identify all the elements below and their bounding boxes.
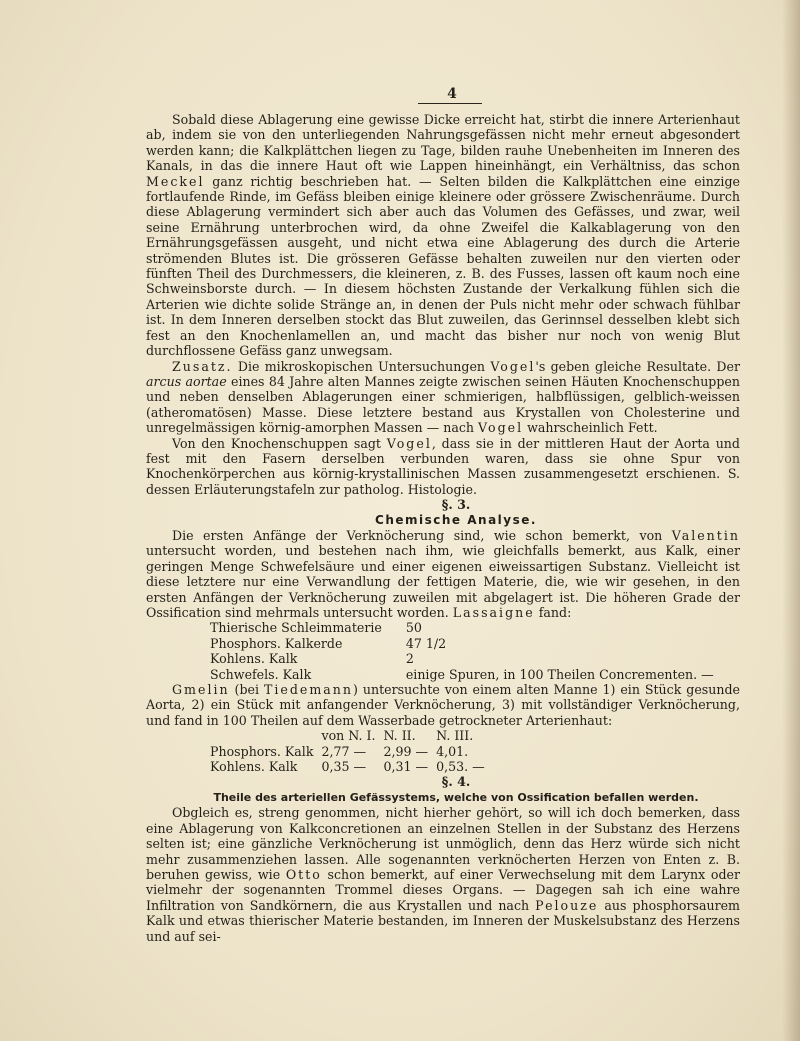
table-cell: Kohlens. Kalk [210, 759, 298, 775]
text-run: 's geben gleiche Resultate. Der [535, 358, 740, 374]
paragraph [146, 528, 740, 620]
page-number: 4 [447, 86, 457, 102]
text-run: wahrscheinlich Fett. [527, 420, 658, 436]
table-cell: 0,31 — [383, 759, 429, 775]
author-name: Tiedemann [263, 682, 354, 698]
table-cell: 4,01. [436, 743, 469, 759]
latin-term: arcus aortae [146, 373, 227, 389]
table-cell [210, 728, 317, 743]
page-body [146, 112, 740, 944]
text-run: Sobald diese Ablagerung eine gewisse Dicke erreicht hat, stirbt die innere Arterienhaut ab, indem sie von den unterliegenden Nahrungsgefässen nicht mehr erneut abgesondert werden kann; die Kalkplättchen liegen zu Tage, bilden rauhe Unebenheiten im Inneren des Kanals, in das die innere Haut oft wie Lappen hineinhängt, ein Verhältniss, das schon [146, 112, 740, 174]
paragraph [146, 112, 740, 359]
table-cell: 2,77 — [321, 743, 367, 759]
table-header-cell: N. II. [383, 728, 416, 744]
section-number: §. 4. [441, 774, 471, 790]
text-run: eines 84 Jahre alten Mannes zeigte zwischen seinen Häuten Knochenschuppen und neben denselben Ablagerungen einer schmierigen, halbflüssigen, gelblich-weissen (atheromatösen) Masse. Diese letztere bestand aus Krystallen von Cholesterine und unregelmässigen körnig-amorphen Massen — nach [146, 373, 740, 436]
author-name: Meckel [146, 173, 205, 189]
author-name: Lassaigne [452, 605, 535, 620]
table-cell: Thierische Schleimmaterie [210, 620, 382, 636]
table-row [210, 667, 720, 682]
author-name: Vogel [490, 358, 536, 374]
table-cell: 50 [405, 620, 422, 636]
table-row [210, 744, 489, 759]
table-cell: 47 1/2 [405, 635, 447, 651]
table-cell: 0,35 — [321, 759, 367, 775]
table-header-cell: N. III. [436, 728, 474, 744]
text-run: schon bemerkt, auf einer Verwechselung mit dem Larynx oder vielmehr der sogenannten Trommel dieses Organs. — Dagegen sah ich eine wahre Infiltration von Sandkörnern, die aus Krystallen und nach [146, 866, 740, 913]
table-header-cell: von N. I. [321, 728, 376, 744]
table-cell: 0,53. — [436, 759, 485, 775]
text-run: Obgleich es, streng genommen, nicht hierher gehört, so will ich doch bemerken, dass eine Ablagerung von Kalkconcretionen an einzelnen Stellen in der Substanz des Herzens selten ist; eine gänzliche Verknöcherung ist unmöglich, denn das Herz würde sich nicht mehr zusammenziehen lassen. Alle sogenannten verknöcherten Herzen von Enten z. B. beruhen gewiss, wie [146, 805, 740, 882]
table-row [210, 651, 720, 666]
text-run: aus phosphorsaurem Kalk und etwas thierischer Materie bestanden, im Inneren der Muskelsubstanz des Herzens und auf sei- [146, 897, 740, 944]
table-cell: Phosphors. Kalkerde [210, 635, 343, 651]
section-title: Chemische Analyse. [375, 512, 537, 527]
text-run: fand: [538, 605, 572, 620]
table-row [210, 620, 720, 635]
author-name: Otto [285, 866, 322, 882]
composition-table [210, 620, 720, 682]
analysis-table [210, 728, 489, 774]
table-cell: Phosphors. Kalk [210, 743, 314, 759]
table-cell: Kohlens. Kalk [210, 651, 298, 667]
paragraph [146, 805, 740, 944]
note-label: Zusatz. [172, 358, 233, 374]
table-header-row [210, 728, 489, 743]
text-run: , dass sie in der mittleren Haut der Aorta und fest mit den Fasern derselben verbunden waren, dass sie ohne Spur von Knochenkörperchen aus körnig-krystallinischen Massen zusammengesetzt erschienen. S. dessen Erläuterungstafeln zur patholog. Histologie. [146, 435, 740, 497]
author-name: Gmelin [172, 682, 230, 698]
author-name: Pelouze [535, 897, 599, 913]
text-run: ) untersuchte von einem alten Manne 1) ein Stück gesunde Aorta, 2) ein Stück mit anfangender Verknöcherung, 3) mit vollständiger Verknöcherung, und fand in 100 Theilen auf dem Wasserbade getrockneter Arterienhaut: [146, 682, 740, 728]
author-name: Vogel [386, 435, 432, 451]
text-run: (bei [234, 682, 260, 698]
text-run: Die ersten Anfänge der Verknöcherung sind, wie schon bemerkt, von [172, 527, 663, 543]
author-name: Vogel [478, 420, 524, 436]
text-run: ganz richtig beschrieben hat. — Selten bilden die Kalkplättchen eine einzige fortlaufende Rinde, im Gefäss bleiben einige kleinere oder grössere Zwischenräume. Durch diese Ablagerung vermindert sich aber auch das Volumen des Gefässes, und zwar, weil seine Ernährung unterbrochen wird, da ohne Zweifel die Kalkablagerung von den Ernährungsgefässen ausgeht, und nicht etwa eine Ablagerung des durch die Arterie strömenden Blutes ist. Die grösseren Gefässe behalten zuweilen nur den vierten oder fünften Theil des Durchmessers, die kleineren, z. B. des Fusses, lassen oft kaum noch eine Schweinsborste durch. — In diesem höchsten Zustande der Verkalkung fühlen sich die Arterien wie dichte solide Stränge an, in denen der Puls nicht mehr oder schwach fühlbar ist. In dem Inneren derselben stockt das Blut zuweilen, das Gerinnsel desselben klebt sich fest an den Knochenlamellen an, und macht das bisher nur noch von wenig Blut durchflossene Gefäss ganz unwegsam. [146, 173, 740, 359]
paragraph [146, 682, 740, 728]
paragraph [146, 359, 740, 436]
text-run: Die mikroskopischen Untersuchungen [237, 358, 486, 374]
text-run: untersucht worden, und bestehen nach ihm, wie gleichfalls bemerkt, aus Kalk, einer geringen Menge Schwefelsäure und einer eigenen eiweissartigen Substanz. Vielleicht ist diese letztere nur eine Verwandlung der fettigen Materie, die, wie wir gesehen, in den ersten Anfängen der Verknöcherung zuweilen mit abgelagert ist. Die höheren Grade der Ossification sind mehrmals untersucht worden. [146, 543, 740, 620]
table-cell: 2 [405, 651, 414, 667]
table-cell: einige Spuren, in 100 Theilen Concrementen. — [405, 666, 714, 682]
paragraph [146, 436, 740, 498]
table-cell: 2,99 — [383, 743, 429, 759]
table-cell: Schwefels. Kalk [210, 666, 312, 682]
author-name: Valentin [671, 527, 740, 543]
section-number: §. 3. [441, 497, 471, 513]
page-number-rule [418, 103, 482, 104]
text-run: Von den Knochenschuppen sagt [172, 435, 381, 451]
table-row [210, 636, 720, 651]
table-row [210, 759, 489, 774]
section-title: Theile des arteriellen Gefässystems, welche von Ossification befallen werden. [213, 790, 699, 804]
